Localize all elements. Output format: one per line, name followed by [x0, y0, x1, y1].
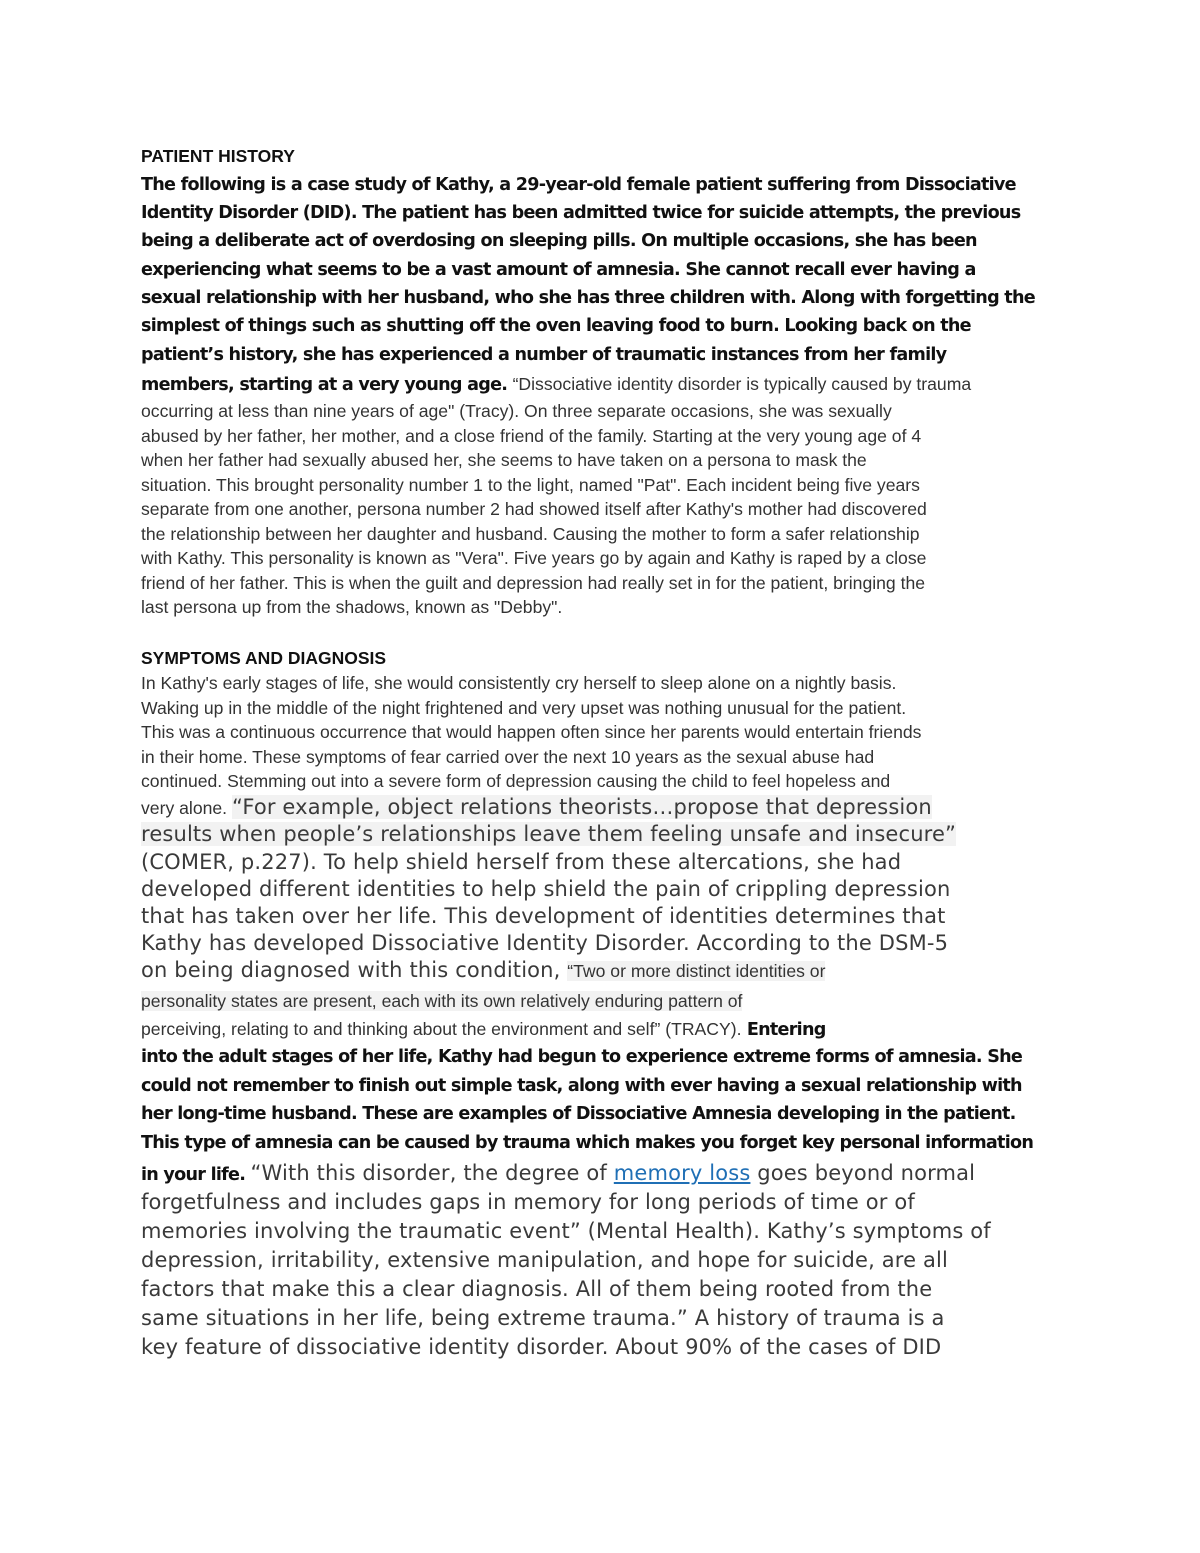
- paragraph-line: perceiving, relating to and thinking about the environment and self” (TRACY). Entering: [141, 1019, 826, 1040]
- paragraph-line: memories involving the traumatic event” (Mental Health). Kathy’s symptoms of: [141, 1219, 991, 1243]
- quote-text: “For example, object relations theorists…propose that depression: [231, 795, 932, 819]
- paragraph-line: key feature of dissociative identity disorder. About 90% of the cases of DID: [141, 1335, 942, 1359]
- paragraph-line: in their home. These symptoms of fear carried over the next 10 years as the sexual abuse had: [141, 747, 875, 767]
- paragraph-line: in your life. “With this disorder, the degree of memory loss goes beyond normal: [141, 1161, 976, 1185]
- paragraph-line: The following is a case study of Kathy, a 29-year-old female patient suffering from Dissociative: [141, 175, 1016, 195]
- paragraph-line: abused by her father, her mother, and a close friend of the family. Starting at the very young age of 4: [141, 426, 922, 446]
- paragraph-line: developed different identities to help shield the pain of crippling depression: [141, 877, 951, 901]
- paragraph-line: depression, irritability, extensive manipulation, and hope for suicide, are all: [141, 1248, 948, 1272]
- section-heading-symptoms-and-diagnosis: SYMPTOMS AND DIAGNOSIS: [141, 648, 387, 668]
- paragraph-line: In Kathy's early stages of life, she would consistently cry herself to sleep alone on a nightly basis.: [141, 673, 897, 693]
- paragraph-line: same situations in her life, being extreme trauma.” A history of trauma is a: [141, 1306, 945, 1330]
- paragraph-line: with Kathy. This personality is known as "Vera". Five years go by again and Kathy is raped by a close: [141, 548, 927, 568]
- paragraph-line: continued. Stemming out into a severe form of depression causing the child to feel hopeless and: [141, 771, 891, 791]
- paragraph-line: This was a continuous occurrence that would happen often since her parents would entertain friends: [141, 722, 922, 742]
- paragraph-line: forgetfulness and includes gaps in memory for long periods of time or of: [141, 1190, 915, 1214]
- memory-loss-link[interactable]: memory loss: [613, 1161, 751, 1185]
- paragraph-line: simplest of things such as shutting off the oven leaving food to burn. Looking back on the: [141, 316, 971, 336]
- paragraph-line: on being diagnosed with this condition, “Two or more distinct identities or: [141, 958, 826, 982]
- paragraph-line: could not remember to finish out simple task, along with ever having a sexual relationship with: [141, 1076, 1022, 1096]
- paragraph-line: into the adult stages of her life, Kathy had begun to experience extreme forms of amnesia. She: [141, 1047, 1023, 1067]
- paragraph-line: members, starting at a very young age. “Dissociative identity disorder is typically caused by trauma: [141, 374, 972, 395]
- paragraph-line: patient’s history, she has experienced a number of traumatic instances from her family: [141, 345, 947, 365]
- paragraph-line: when her father had sexually abused her, she seems to have taken on a persona to mask the: [141, 450, 867, 470]
- paragraph-line: experiencing what seems to be a vast amount of amnesia. She cannot recall ever having a: [141, 260, 976, 280]
- paragraph-line: Waking up in the middle of the night frightened and very upset was nothing unusual for the patient.: [141, 698, 907, 718]
- paragraph-line: very alone. “For example, object relations theorists…propose that depression: [141, 795, 932, 819]
- paragraph-line: sexual relationship with her husband, who she has three children with. Along with forgetting the: [141, 288, 1035, 308]
- paragraph-line: last persona up from the shadows, known as "Debby".: [141, 597, 563, 617]
- paragraph-line: Identity Disorder (DID). The patient has been admitted twice for suicide attempts, the previous: [141, 203, 1021, 223]
- paragraph-line: that has taken over her life. This development of identities determines that: [141, 904, 946, 928]
- paragraph-line: personality states are present, each with its own relatively enduring pattern of: [141, 991, 743, 1011]
- paragraph-line: friend of her father. This is when the guilt and depression had really set in for the patient, bringing the: [141, 573, 926, 593]
- paragraph-line: results when people’s relationships leave them feeling unsafe and insecure”: [141, 822, 957, 846]
- paragraph-line: Kathy has developed Dissociative Identity Disorder. According to the DSM-5: [141, 931, 949, 955]
- paragraph-line: her long-time husband. These are examples of Dissociative Amnesia developing in the patient.: [141, 1104, 1016, 1124]
- paragraph-line: being a deliberate act of overdosing on sleeping pills. On multiple occasions, she has been: [141, 231, 977, 251]
- quote-text: “Two or more distinct identities or: [567, 961, 826, 981]
- paragraph-line: factors that make this a clear diagnosis. All of them being rooted from the: [141, 1277, 933, 1301]
- quote-text: “Dissociative identity disorder is typically caused by trauma: [512, 374, 972, 394]
- section-heading-patient-history: PATIENT HISTORY: [141, 146, 295, 166]
- paragraph-line: situation. This brought personality number 1 to the light, named "Pat". Each incident being five years: [141, 475, 920, 495]
- paragraph-line: the relationship between her daughter and husband. Causing the mother to form a safer relationship: [141, 524, 920, 544]
- paragraph-line: (COMER, p.227). To help shield herself from these altercations, she had: [141, 850, 902, 874]
- paragraph-line: This type of amnesia can be caused by trauma which makes you forget key personal information: [141, 1133, 1034, 1153]
- paragraph-line: separate from one another, persona number 2 had showed itself after Kathy's mother had discovered: [141, 499, 927, 519]
- paragraph-line: occurring at less than nine years of age" (Tracy). On three separate occasions, she was sexually: [141, 401, 892, 421]
